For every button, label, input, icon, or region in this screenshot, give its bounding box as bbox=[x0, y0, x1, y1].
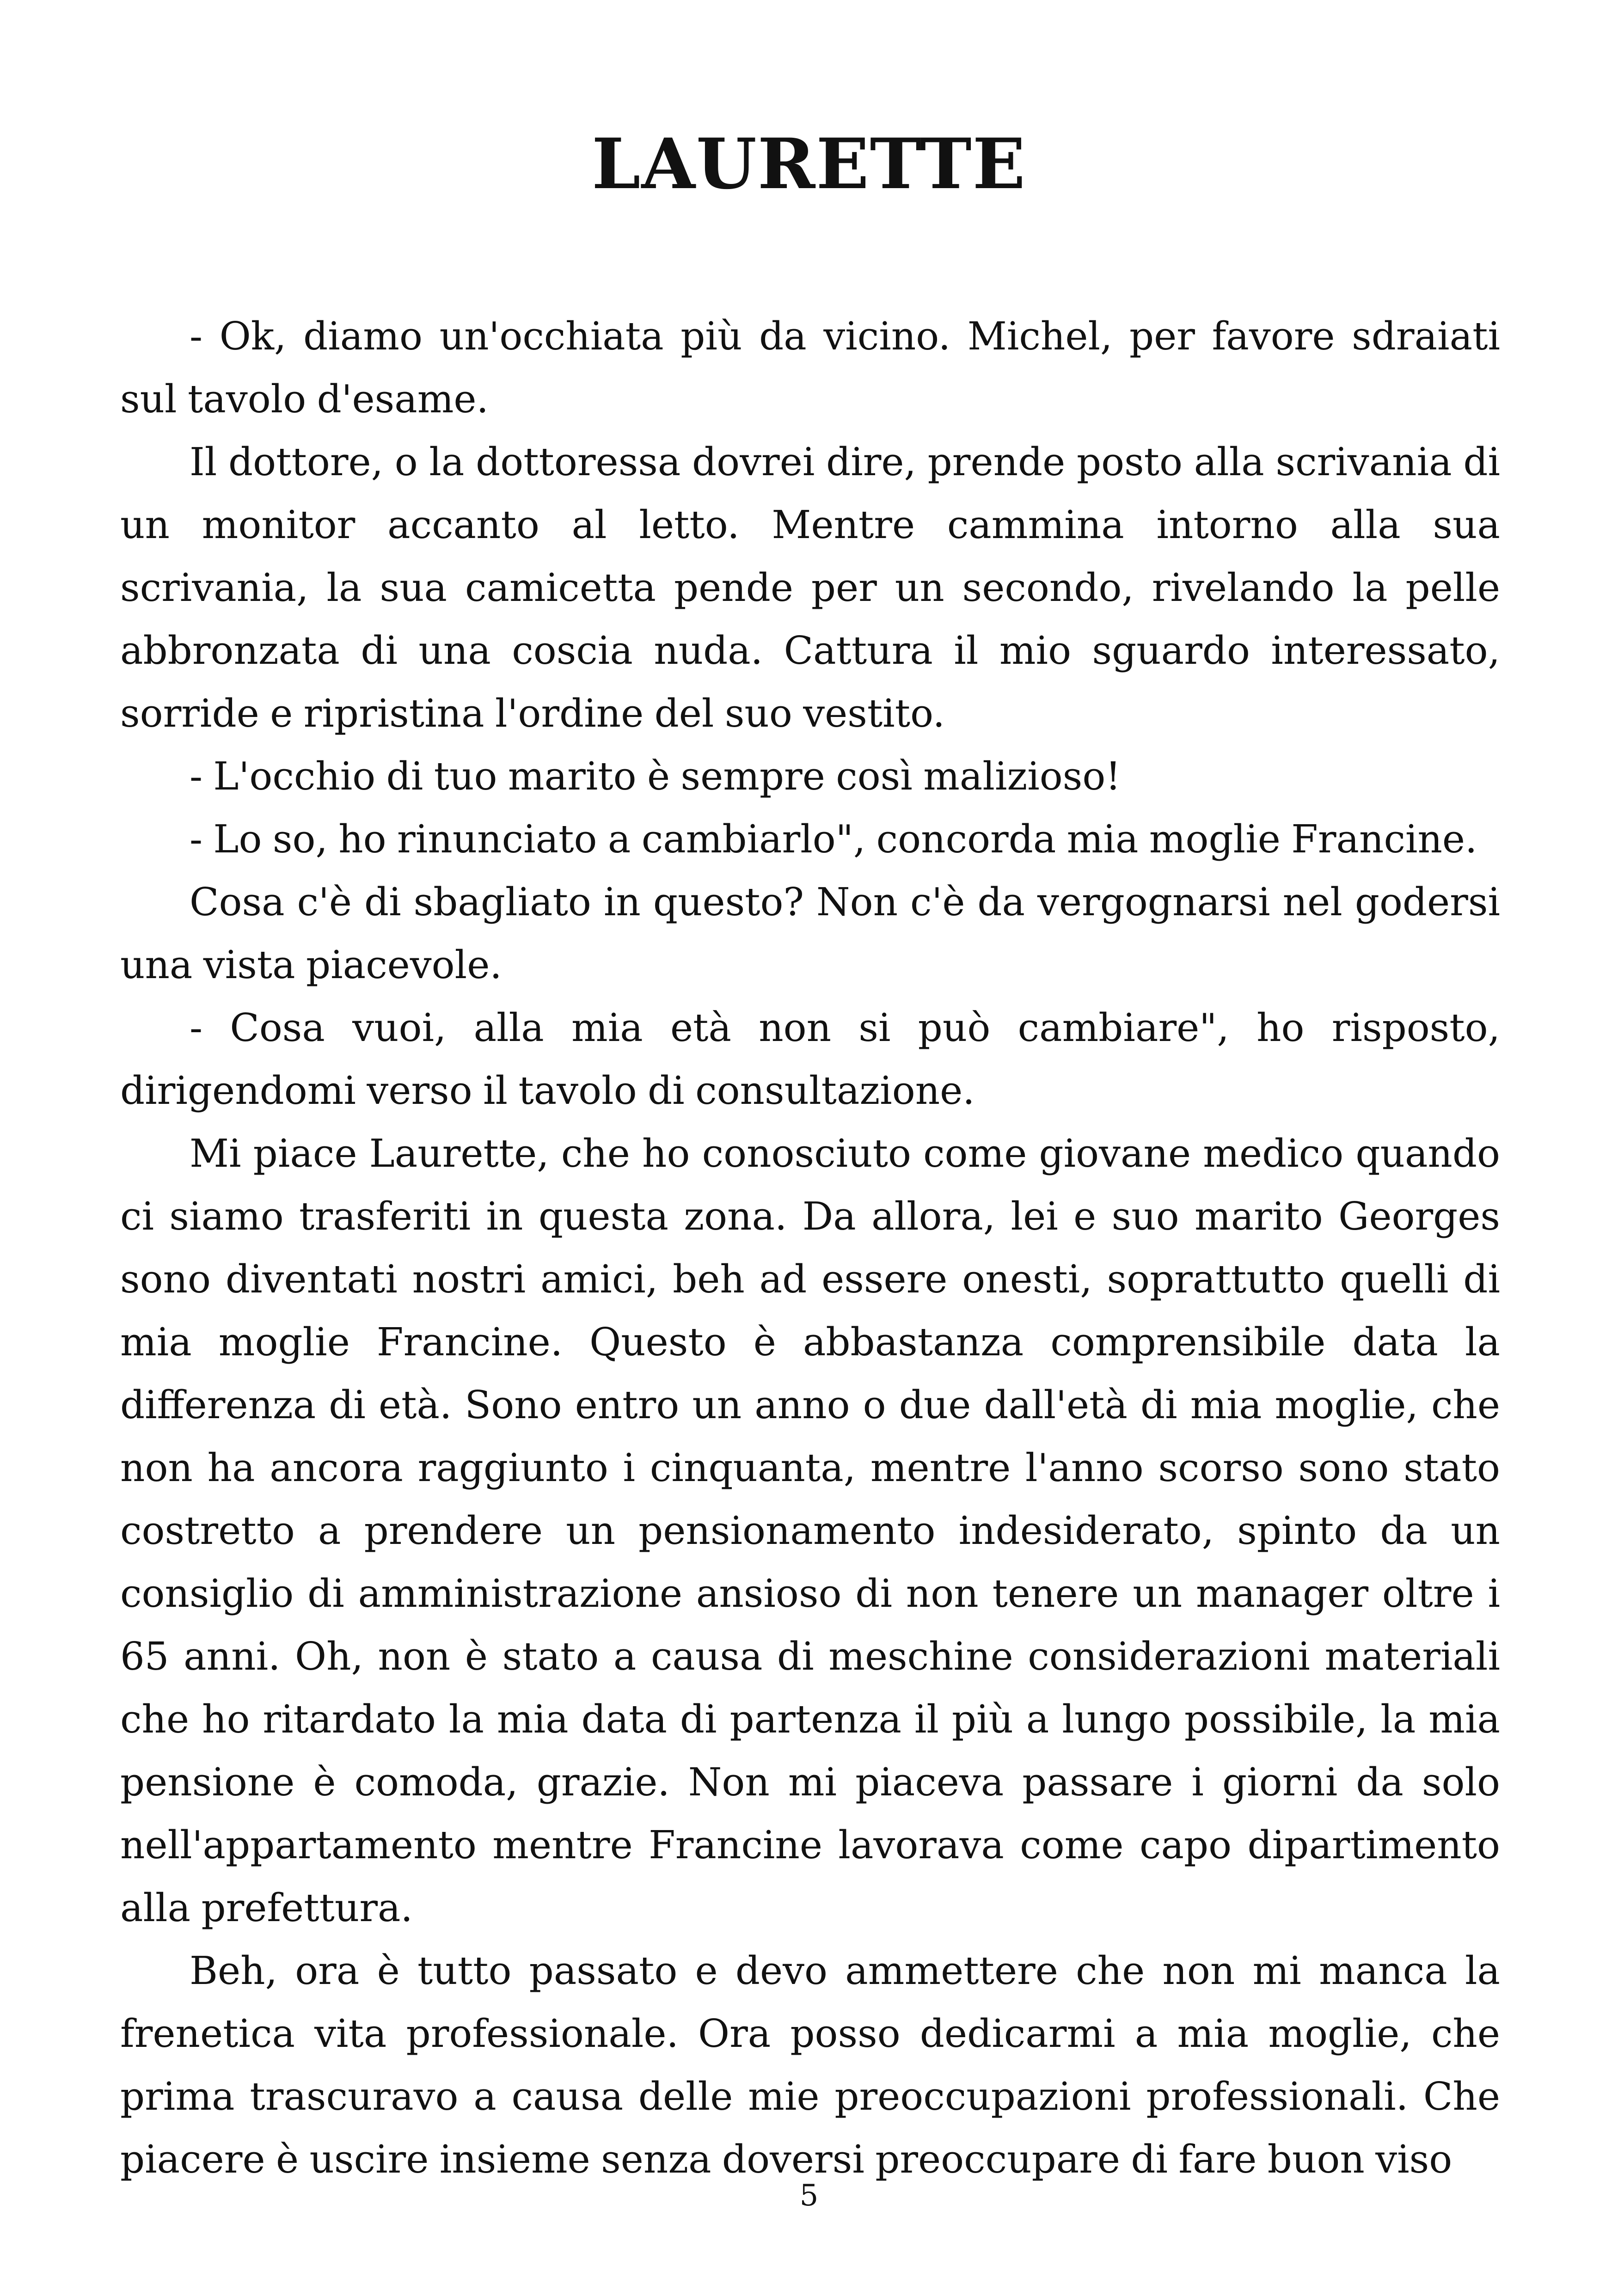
chapter-body bbox=[120, 305, 1500, 2191]
paragraph-8: Beh, ora è tutto passato e devo ammettere che non mi manca la frenetica vita professionale. Ora posso dedicarmi a mia moglie, che prima trascuravo a causa delle mie preoccupazioni professionali. Che piacere è uscire insieme senza doversi preoccupare di fare buon viso bbox=[120, 1948, 1500, 2182]
paragraph-3: - L'occhio di tuo marito è sempre così malizioso! bbox=[190, 754, 1121, 799]
paragraph-4: - Lo so, ho rinunciato a cambiarlo", concorda mia moglie Francine. bbox=[190, 817, 1477, 862]
paragraph-1: - Ok, diamo un'occhiata più da vicino. Michel, per favore sdraiati sul tavolo d'esame. bbox=[120, 314, 1500, 422]
chapter-title: LAURETTE bbox=[592, 123, 1026, 205]
paragraph-5: Cosa c'è di sbagliato in questo? Non c'è da vergognarsi nel godersi una vista piacevole. bbox=[120, 880, 1500, 987]
paragraph-6: - Cosa vuoi, alla mia età non si può cambiare", ho risposto, dirigendomi verso il tavolo di consultazione. bbox=[120, 1005, 1500, 1113]
paragraph-2: Il dottore, o la dottoressa dovrei dire, prende posto alla scrivania di un monitor accanto al letto. Mentre cammina intorno alla sua scrivania, la sua camicetta pende per un secondo, rivelando la pelle abbronzata di una coscia nuda. Cattura il mio sguardo interessato, sorride e ripristina l'ordine del suo vestito. bbox=[120, 440, 1500, 736]
page-number: 5 bbox=[799, 2179, 819, 2213]
paragraph-7: Mi piace Laurette, che ho conosciuto come giovane medico quando ci siamo trasferiti in questa zona. Da allora, lei e suo marito Georges sono diventati nostri amici, beh ad essere onesti, soprattutto quelli di mia moglie Francine. Questo è abbastanza comprensibile data la differenza di età. Sono entro un anno o due dall'età di mia moglie, che non ha ancora raggiunto i cinquanta, mentre l'anno scorso sono stato costretto a prendere un pensionamento indesiderato, spinto da un consiglio di amministrazione ansioso di non tenere un manager oltre i 65 anni. Oh, non è stato a causa di meschine considerazioni materiali che ho ritardato la mia data di partenza il più a lungo possibile, la mia pensione è comoda, grazie. Non mi piaceva passare i giorni da solo nell'appartamento mentre Francine lavorava come capo dipartimento alla prefettura. bbox=[120, 1131, 1500, 1930]
